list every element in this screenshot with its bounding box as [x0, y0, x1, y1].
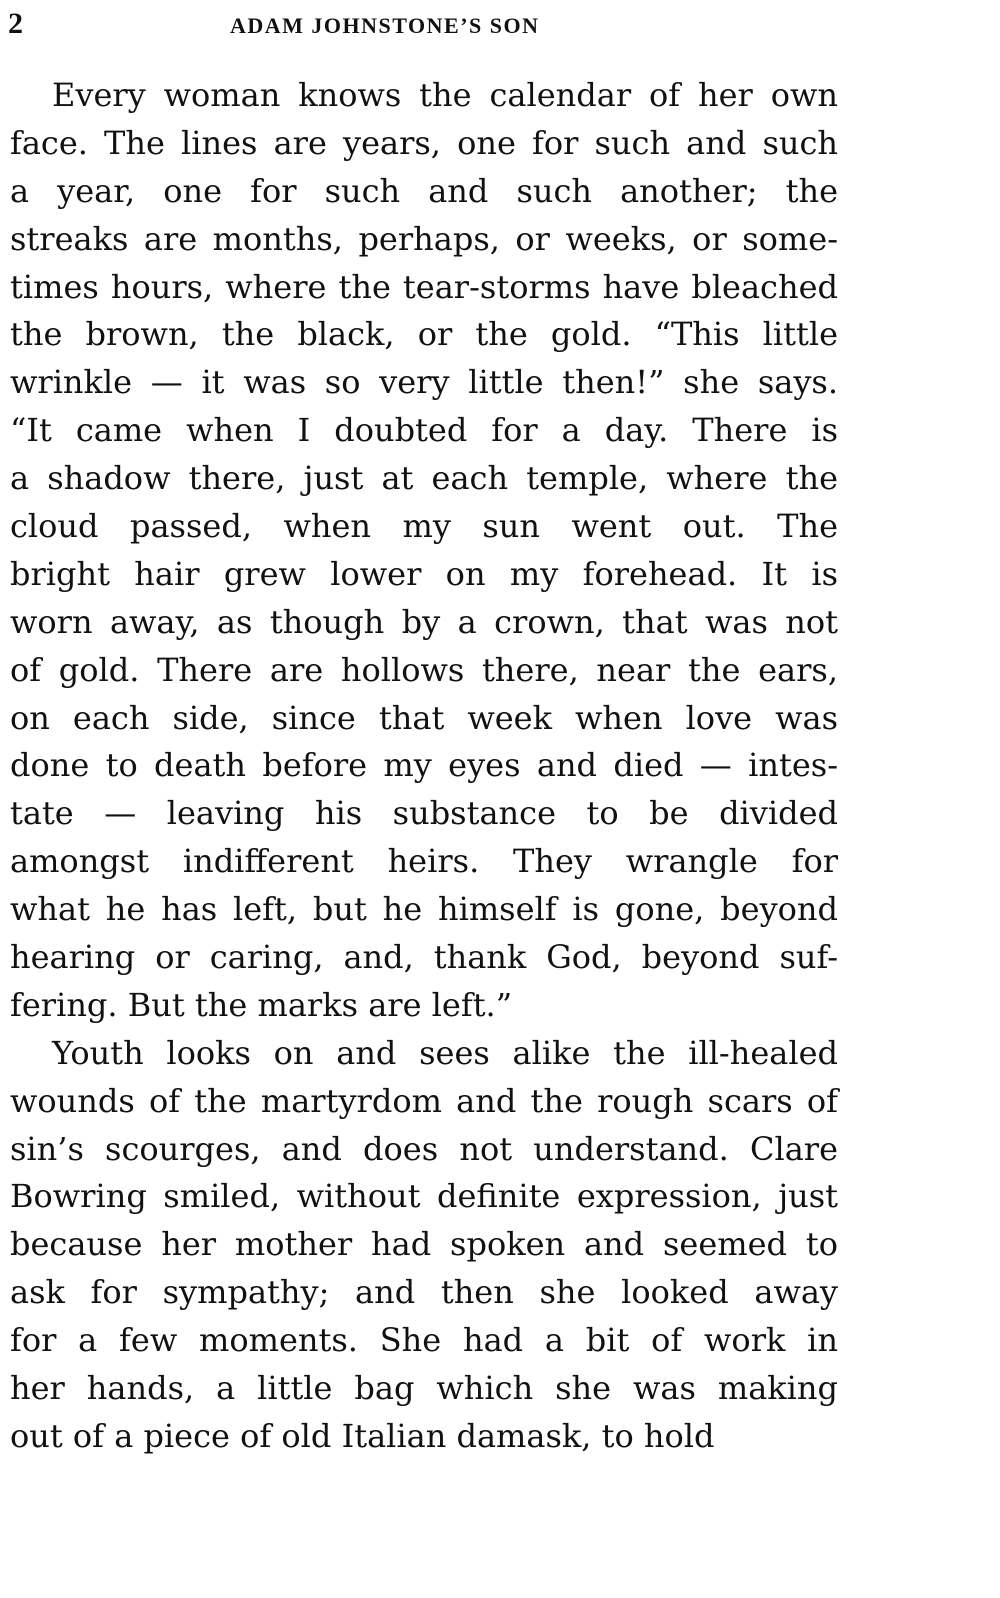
- text-line: Youth looks on and sees alike the ill-healed: [52, 1033, 838, 1072]
- text-line: “It came when I doubted for a day. There is: [10, 411, 838, 450]
- text-line: streaks are months, perhaps, or weeks, or some-: [10, 219, 838, 258]
- text-line: Bowring smiled, without definite expression, just: [10, 1177, 838, 1216]
- text-line: hearing or caring, and, thank God, beyond suf-: [10, 938, 838, 977]
- text-line: her hands, a little bag which she was making: [10, 1369, 838, 1408]
- paragraph-container: [10, 72, 838, 1461]
- body-text: [10, 72, 838, 1461]
- page-number: 2: [8, 7, 23, 40]
- text-line: tate — leaving his substance to be divided: [10, 794, 838, 833]
- text-line: Every woman knows the calendar of her own: [52, 76, 838, 114]
- text-line: worn away, as though by a crown, that was not: [10, 602, 838, 641]
- text-line: a shadow there, just at each temple, where the: [10, 459, 838, 498]
- text-line: face. The lines are years, one for such and such: [10, 123, 838, 162]
- text-line: fering. But the marks are left.”: [10, 985, 513, 1024]
- running-head: [8, 6, 848, 46]
- text-line: on each side, since that week when love was: [10, 698, 838, 737]
- text-line: of gold. There are hollows there, near the ears,: [10, 650, 838, 689]
- text-line: wounds of the martyrdom and the rough scars of: [10, 1081, 838, 1120]
- text-line: times hours, where the tear-storms have bleached: [10, 267, 838, 306]
- text-line: done to death before my eyes and died — intes-: [10, 746, 838, 785]
- text-line: bright hair grew lower on my forehead. It is: [10, 554, 838, 593]
- text-line: ask for sympathy; and then she looked away: [10, 1273, 838, 1312]
- text-line: for a few moments. She had a bit of work in: [10, 1321, 838, 1360]
- text-line: the brown, the black, or the gold. “This little: [10, 315, 838, 354]
- text-line: wrinkle — it was so very little then!” she says.: [10, 363, 838, 402]
- paragraph: [10, 72, 838, 1030]
- paragraph: [10, 1030, 838, 1461]
- text-line: out of a piece of old Italian damask, to hold: [10, 1416, 715, 1455]
- text-line: because her mother had spoken and seemed to: [10, 1225, 838, 1264]
- text-line: sin’s scourges, and does not understand. Clare: [10, 1129, 838, 1168]
- text-line: cloud passed, when my sun went out. The: [10, 507, 838, 546]
- text-line: a year, one for such and such another; the: [10, 171, 838, 210]
- text-line: amongst indifferent heirs. They wrangle for: [10, 842, 838, 881]
- text-line: what he has left, but he himself is gone, beyond: [10, 890, 838, 929]
- running-title: ADAM JOHNSTONE’S SON: [230, 13, 540, 38]
